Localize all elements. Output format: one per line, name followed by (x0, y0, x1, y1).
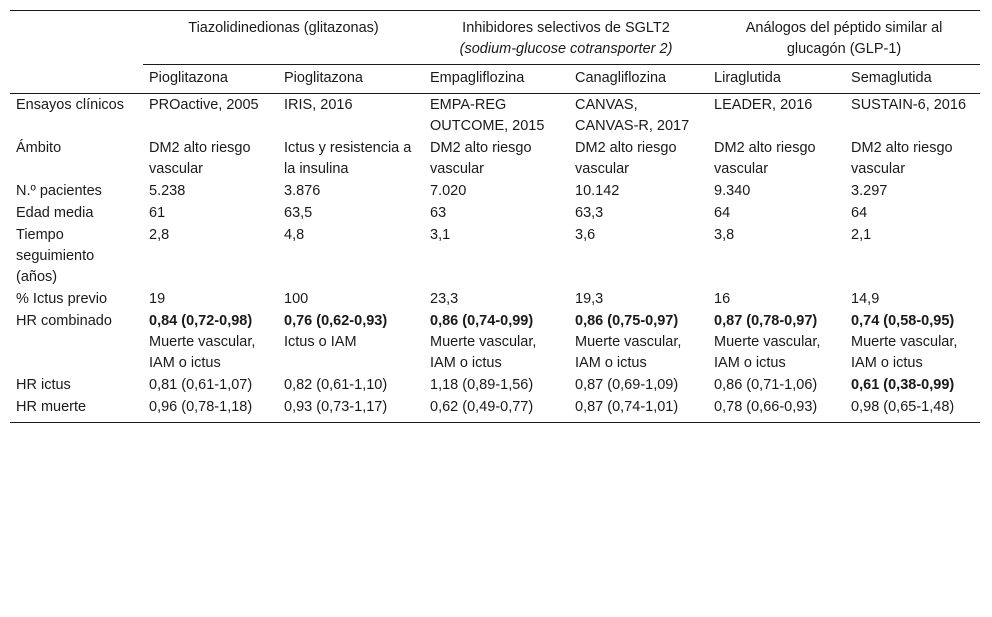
hr-value: 0,74 (0,58-0,95) (851, 313, 955, 329)
table-cell: 5.238 (149, 183, 186, 199)
row-label: Edad media (16, 205, 94, 221)
hr-value: 0,86 (0,74-0,99) (430, 313, 534, 329)
table-cell (143, 311, 278, 375)
row-label: Ámbito (16, 140, 62, 156)
table-cell: 23,3 (430, 291, 459, 307)
row-label: Ensayos clínicos (10, 94, 143, 139)
table-row (10, 289, 980, 311)
table-cell: 100 (284, 291, 309, 307)
table-cell: 14,9 (851, 291, 880, 307)
drug-header: Canagliflozina (569, 65, 708, 94)
table-cell: DM2 alto riesgo vascular (430, 140, 532, 177)
group-header-glp1 (708, 11, 980, 65)
endpoint-text: Muerte vascular, IAM o ictus (851, 334, 958, 371)
table-cell: 3.876 (284, 183, 321, 199)
table-cell: 63,3 (575, 205, 604, 221)
table-cell: 61 (149, 205, 166, 221)
table-cell: 4,8 (284, 227, 305, 243)
row-label: HR ictus (16, 377, 71, 393)
table-row (10, 311, 980, 375)
group-header-sglt2 (424, 11, 708, 65)
hr-value: 0,76 (0,62-0,93) (284, 313, 388, 329)
table-cell: 1,18 (0,89-1,56) (430, 377, 534, 393)
table-cell: 63,5 (284, 205, 313, 221)
table-row (10, 181, 980, 203)
row-label: % Ictus previo (16, 291, 108, 307)
drug-header: Semaglutida (845, 65, 980, 94)
table-row (10, 94, 980, 139)
table-cell: IRIS, 2016 (278, 94, 424, 139)
table-cell: CANVAS, CANVAS-R, 2017 (569, 94, 708, 139)
table-cell: 10.142 (575, 183, 620, 199)
table-cell: Ictus y resistencia a la insulina (284, 140, 412, 177)
drug-header: Pioglitazona (278, 65, 424, 94)
table-cell: DM2 alto riesgo vascular (714, 140, 816, 177)
table-cell: 64 (714, 205, 731, 221)
trials-table (10, 10, 980, 423)
table-cell: 2,8 (149, 227, 170, 243)
table-cell: 0,98 (0,65-1,48) (845, 397, 980, 423)
endpoint-text: Muerte vascular, IAM o ictus (714, 334, 821, 371)
table-cell (278, 311, 424, 375)
table-cell: 19,3 (575, 291, 604, 307)
group-title: Análogos del péptido similar al (745, 20, 943, 36)
table-row (10, 138, 980, 181)
table-cell: 0,78 (0,66-0,93) (708, 397, 845, 423)
hr-value: 0,87 (0,78-0,97) (714, 313, 818, 329)
endpoint-text: Ictus o IAM (284, 334, 357, 350)
table-cell (424, 311, 569, 375)
table-cell: 0,87 (0,69-1,09) (575, 377, 679, 393)
table-row (10, 375, 980, 397)
table-cell: 0,62 (0,49-0,77) (424, 397, 569, 423)
table-cell: 19 (149, 291, 166, 307)
table-row (10, 225, 980, 289)
group-title: Inhibidores selectivos de SGLT2 (462, 20, 670, 36)
table-cell: 16 (714, 291, 731, 307)
table-row (10, 397, 980, 423)
table-cell: 3,6 (575, 227, 596, 243)
table-cell (708, 311, 845, 375)
endpoint-text: Muerte vascular, IAM o ictus (430, 334, 537, 371)
table-cell: 2,1 (851, 227, 872, 243)
group-subtitle: (sodium-glucose cotransporter 2) (459, 41, 673, 57)
drug-header: Liraglutida (708, 65, 845, 94)
group-header-glitazonas (143, 11, 424, 65)
group-subtitle: glucagón (GLP-1) (786, 41, 902, 57)
table-cell: 3,1 (430, 227, 451, 243)
drug-header: Pioglitazona (143, 65, 278, 94)
drug-header: Empagliflozina (424, 65, 569, 94)
corner-cell (10, 11, 143, 94)
row-label: HR muerte (10, 397, 143, 423)
table-cell: 63 (430, 205, 447, 221)
group-header-row (10, 11, 980, 65)
row-label: HR combinado (16, 313, 112, 329)
table-cell: PROactive, 2005 (143, 94, 278, 139)
table-cell: 0,86 (0,71-1,06) (714, 377, 818, 393)
group-title: Tiazolidinedionas (glitazonas) (188, 20, 379, 36)
endpoint-text: Muerte vascular, IAM o ictus (149, 334, 256, 371)
table-cell: 0,96 (0,78-1,18) (143, 397, 278, 423)
endpoint-text: Muerte vascular, IAM o ictus (575, 334, 682, 371)
table-cell: SUSTAIN-6, 2016 (845, 94, 980, 139)
table-cell: 9.340 (714, 183, 751, 199)
table-cell: LEADER, 2016 (708, 94, 845, 139)
table-cell (845, 311, 980, 375)
table-row (10, 203, 980, 225)
table-cell (569, 311, 708, 375)
table-cell: 3,8 (714, 227, 735, 243)
table-cell: DM2 alto riesgo vascular (575, 140, 677, 177)
table-cell: DM2 alto riesgo vascular (149, 140, 251, 177)
table-cell: 7.020 (430, 183, 467, 199)
table-cell: 0,87 (0,74-1,01) (569, 397, 708, 423)
table-cell: 0,61 (0,38-0,99) (851, 377, 955, 393)
table-cell: EMPA-REG OUTCOME, 2015 (424, 94, 569, 139)
table-cell: 0,81 (0,61-1,07) (149, 377, 253, 393)
table-cell: 0,82 (0,61-1,10) (284, 377, 388, 393)
table-cell: DM2 alto riesgo vascular (851, 140, 953, 177)
table-cell: 3.297 (851, 183, 888, 199)
table-cell: 64 (851, 205, 868, 221)
row-label: Tiempo seguimiento (años) (16, 227, 95, 285)
hr-value: 0,84 (0,72-0,98) (149, 313, 253, 329)
drug-header-row (10, 65, 980, 94)
row-label: N.º pacientes (16, 183, 102, 199)
table-cell: 0,93 (0,73-1,17) (278, 397, 424, 423)
hr-value: 0,86 (0,75-0,97) (575, 313, 679, 329)
